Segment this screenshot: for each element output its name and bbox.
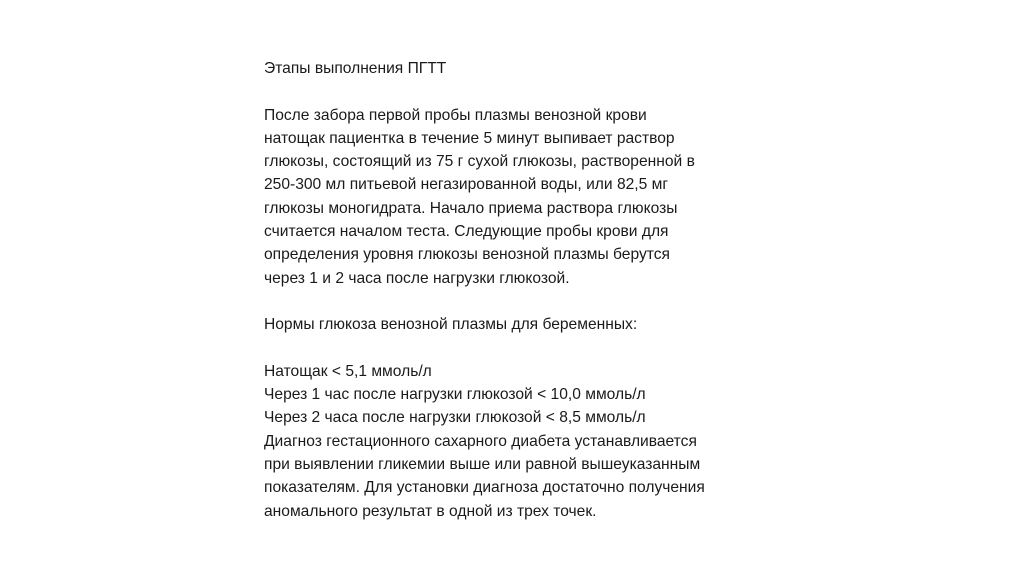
procedure-line: определения уровня глюкозы венозной плазмы берутся: [264, 246, 670, 264]
norm-line: Через 1 час после нагрузки глюкозой < 10,0 ммоль/л: [264, 386, 646, 404]
procedure-line: считается началом теста. Следующие пробы крови для: [264, 223, 669, 241]
spacer: [264, 337, 784, 360]
slide-text-block: [264, 57, 784, 523]
procedure-line: После забора первой пробы плазмы венозной крови: [264, 106, 647, 124]
diagnosis-line: показателям. Для установки диагноза достаточно получения: [264, 479, 705, 497]
norm-line: Через 2 часа после нагрузки глюкозой < 8,5 ммоль/л: [264, 409, 646, 427]
diagnosis-line: Диагноз гестационного сахарного диабета устанавливается: [264, 432, 697, 450]
procedure-line: через 1 и 2 часа после нагрузки глюкозой.: [264, 269, 570, 287]
procedure-line: натощак пациентка в течение 5 минут выпивает раствор: [264, 129, 675, 147]
slide-heading: Этапы выполнения ПГТТ: [264, 60, 447, 77]
norms-heading: Нормы глюкоза венозной плазмы для беременных:: [264, 316, 638, 334]
spacer: [264, 290, 784, 313]
diagnosis-line: при выявлении гликемии выше или равной вышеуказанным: [264, 456, 701, 474]
diagnosis-line: аномального результат в одной из трех точек.: [264, 502, 597, 520]
procedure-line: глюкозы, состоящий из 75 г сухой глюкозы, растворенной в: [264, 153, 695, 171]
spacer: [264, 80, 784, 103]
procedure-line: глюкозы моногидрата. Начало приема раствора глюкозы: [264, 199, 678, 217]
procedure-line: 250-300 мл питьевой негазированной воды, или 82,5 мг: [264, 176, 669, 194]
norm-line: Натощак < 5,1 ммоль/л: [264, 362, 432, 380]
